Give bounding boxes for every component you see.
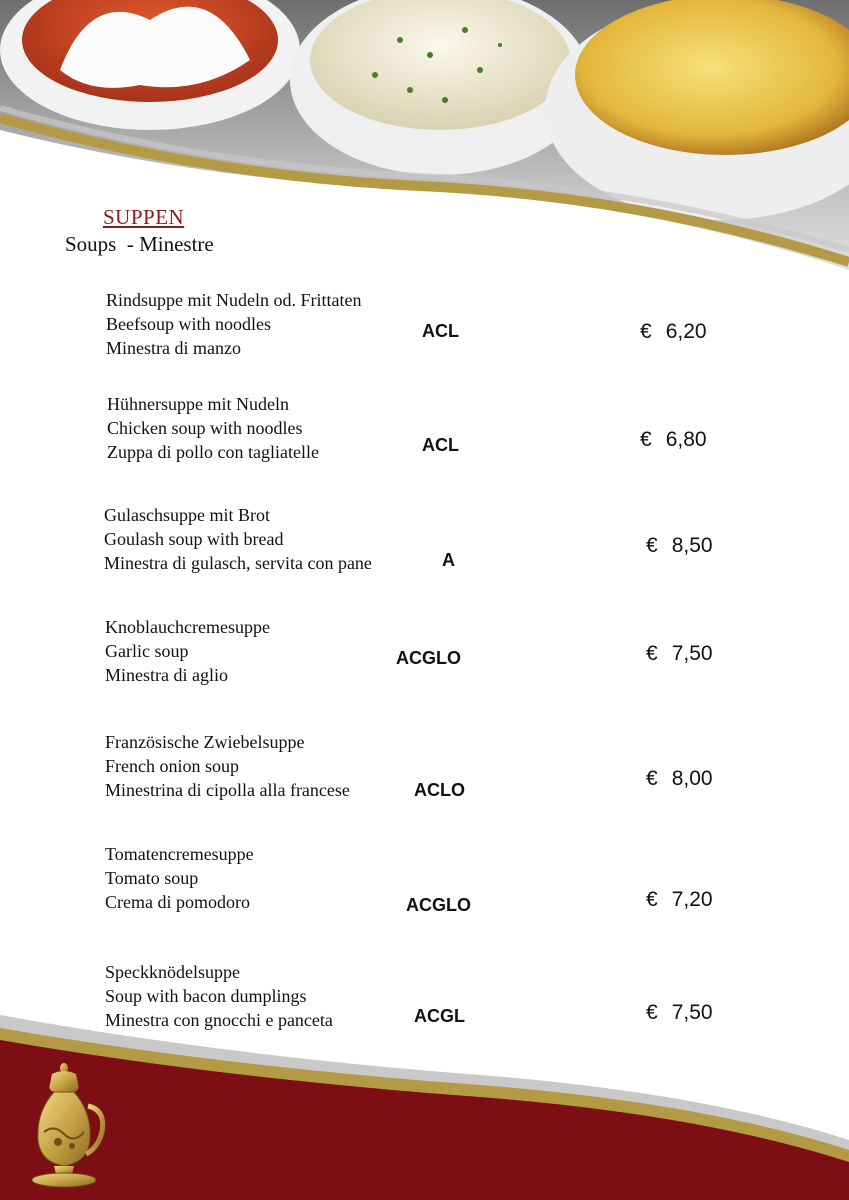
currency-symbol: € xyxy=(640,428,652,451)
currency-symbol: € xyxy=(646,534,658,557)
price-value: 7,20 xyxy=(671,888,713,911)
item-description xyxy=(105,842,254,914)
item-description xyxy=(107,392,319,464)
item-description xyxy=(106,288,361,360)
allergen-codes: ACGLO xyxy=(396,648,461,668)
allergen-codes: ACL xyxy=(422,435,459,455)
item-price xyxy=(646,642,713,666)
item-price xyxy=(646,888,713,912)
item-name-de: Gulaschsuppe mit Brot xyxy=(104,505,270,525)
section-title: SUPPEN xyxy=(103,205,185,229)
price-value: 8,00 xyxy=(671,767,713,790)
item-price xyxy=(640,428,707,452)
item-description xyxy=(105,615,270,687)
item-name-en: Goulash soup with bread xyxy=(104,529,284,549)
allergen-codes: ACGL xyxy=(414,1006,465,1026)
price-value: 6,80 xyxy=(665,428,707,451)
item-name-it: Minestra di manzo xyxy=(106,338,241,358)
item-name-en: Chicken soup with noodles xyxy=(107,418,303,438)
item-name-it: Minestra di aglio xyxy=(105,665,228,685)
jug-logo-icon xyxy=(28,1062,110,1190)
item-name-de: Rindsuppe mit Nudeln od. Frittaten xyxy=(106,290,362,310)
item-name-de: Speckknödelsuppe xyxy=(105,962,240,982)
item-price xyxy=(646,534,713,558)
item-name-it: Zuppa di pollo con tagliatelle xyxy=(107,442,319,462)
item-name-de: Hühnersuppe mit Nudeln xyxy=(107,394,289,414)
item-name-en: Soup with bacon dumplings xyxy=(105,986,307,1006)
price-value: 8,50 xyxy=(671,534,713,557)
currency-symbol: € xyxy=(640,320,652,343)
item-name-it: Minestra di gulasch, servita con pane xyxy=(104,553,372,573)
price-value: 7,50 xyxy=(671,642,713,665)
price-value: 6,20 xyxy=(665,320,707,343)
item-name-it: Crema di pomodoro xyxy=(105,892,250,912)
section-subtitle: Soups - Minestre xyxy=(65,232,214,256)
allergen-codes: ACL xyxy=(422,321,459,341)
item-price xyxy=(640,320,707,344)
currency-symbol: € xyxy=(646,1001,658,1024)
allergen-codes: ACLO xyxy=(414,780,465,800)
allergen-codes: A xyxy=(442,550,455,570)
item-name-de: Tomatencremesuppe xyxy=(105,844,254,864)
item-name-en: Garlic soup xyxy=(105,641,189,661)
footer-wave xyxy=(0,1000,849,1200)
currency-symbol: € xyxy=(646,767,658,790)
item-price xyxy=(646,767,713,791)
item-description xyxy=(105,730,350,802)
currency-symbol: € xyxy=(646,642,658,665)
item-description xyxy=(104,503,372,575)
item-name-en: Tomato soup xyxy=(105,868,199,888)
allergen-codes: ACGLO xyxy=(406,895,471,915)
item-name-en: Beefsoup with noodles xyxy=(106,314,271,334)
currency-symbol: € xyxy=(646,888,658,911)
item-name-it: Minestra con gnocchi e panceta xyxy=(105,1010,333,1030)
item-name-de: Französische Zwiebelsuppe xyxy=(105,732,305,752)
price-value: 7,50 xyxy=(671,1001,713,1024)
item-name-it: Minestrina di cipolla alla francese xyxy=(105,780,350,800)
item-name-en: French onion soup xyxy=(105,756,239,776)
item-name-de: Knoblauchcremesuppe xyxy=(105,617,270,637)
